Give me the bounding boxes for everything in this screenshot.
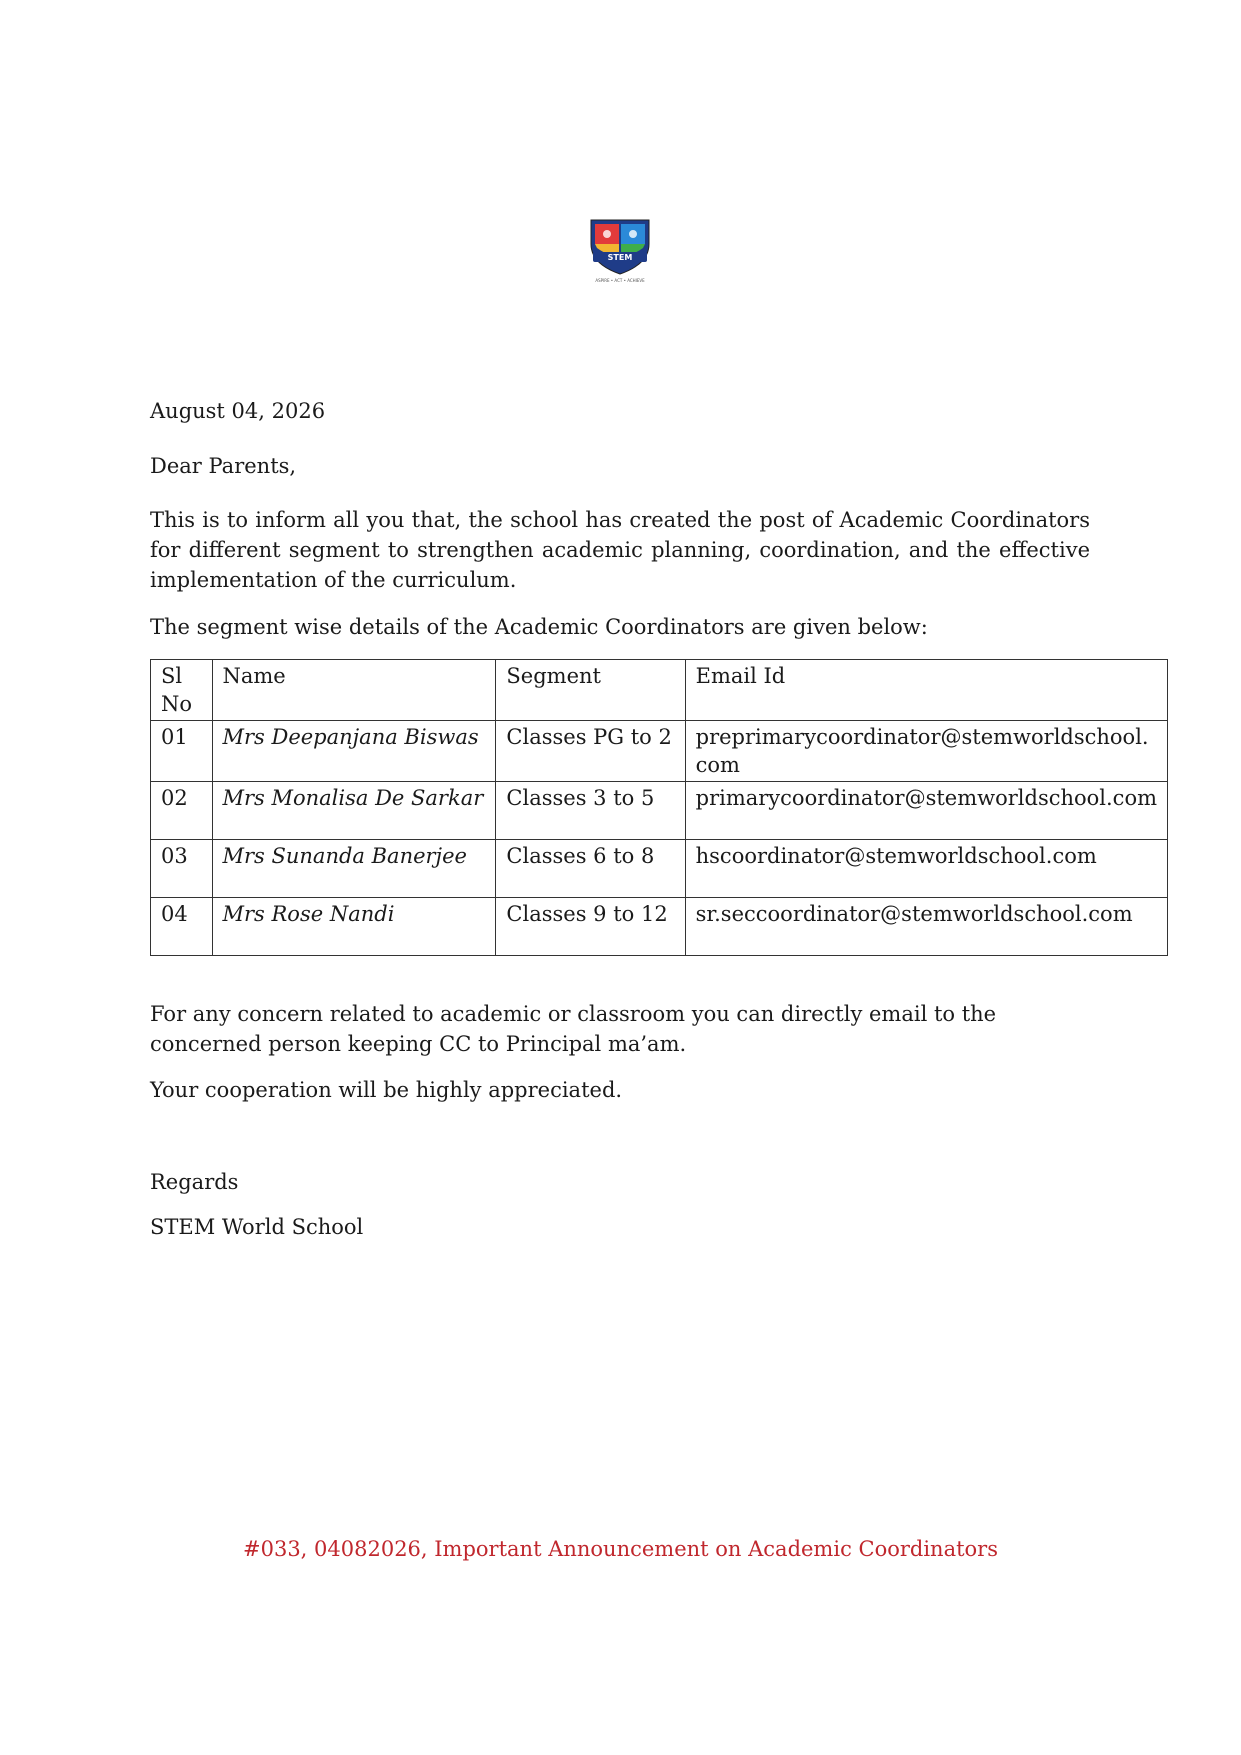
cell-segment: Classes 6 to 8 bbox=[496, 840, 685, 898]
coordinators-table bbox=[150, 659, 1168, 956]
school-logo-icon bbox=[585, 214, 655, 286]
cell-sl: 02 bbox=[151, 782, 213, 840]
table-intro: The segment wise details of the Academic Coordinators are given below: bbox=[150, 615, 928, 639]
cell-segment: Classes PG to 2 bbox=[496, 721, 685, 782]
footer-reference: #033, 04082026, Important Announcement on Academic Coordinators bbox=[243, 1537, 998, 1561]
concern-paragraph: For any concern related to academic or classroom you can directly email to the concerned person keeping CC to Principal ma’am. bbox=[150, 1002, 997, 1056]
letter-date: August 04, 2026 bbox=[150, 399, 326, 423]
cell-email: primarycoordinator@stemworldschool.com bbox=[685, 782, 1167, 840]
cell-email: preprimarycoordinator@stemworldschool. com bbox=[685, 721, 1167, 782]
thanks-line: Your cooperation will be highly appreciated. bbox=[150, 1078, 623, 1102]
logo-motto: ASPIRE • ACT • ACHIEVE bbox=[595, 278, 645, 283]
cell-name: Mrs Deepanjana Biswas bbox=[212, 721, 496, 782]
regards-line: Regards bbox=[150, 1170, 239, 1194]
cell-email: hscoordinator@stemworldschool.com bbox=[685, 840, 1167, 898]
cell-sl: 04 bbox=[151, 898, 213, 956]
table-row bbox=[151, 782, 1168, 840]
header-name: Name bbox=[212, 660, 496, 721]
table-row bbox=[151, 840, 1168, 898]
cell-segment: Classes 9 to 12 bbox=[496, 898, 685, 956]
cell-email: sr.seccoordinator@stemworldschool.com bbox=[685, 898, 1167, 956]
cell-sl: 01 bbox=[151, 721, 213, 782]
cell-segment: Classes 3 to 5 bbox=[496, 782, 685, 840]
logo-text: STEM bbox=[607, 253, 633, 262]
school-signature: STEM World School bbox=[150, 1215, 364, 1239]
header-sl: Sl No bbox=[151, 660, 213, 721]
salutation: Dear Parents, bbox=[150, 454, 297, 478]
table-row bbox=[151, 721, 1168, 782]
cell-name: Mrs Monalisa De Sarkar bbox=[212, 782, 496, 840]
header-segment: Segment bbox=[496, 660, 685, 721]
intro-paragraph: This is to inform all you that, the school has created the post of Academic Coordinators for different segment to strengthen academic planning, coordination, and the effective implementation of the curriculum. bbox=[150, 508, 1090, 592]
cell-name: Mrs Rose Nandi bbox=[212, 898, 496, 956]
table-header-row bbox=[151, 660, 1168, 721]
cell-name: Mrs Sunanda Banerjee bbox=[212, 840, 496, 898]
cell-sl: 03 bbox=[151, 840, 213, 898]
table-row bbox=[151, 898, 1168, 956]
header-email: Email Id bbox=[685, 660, 1167, 721]
